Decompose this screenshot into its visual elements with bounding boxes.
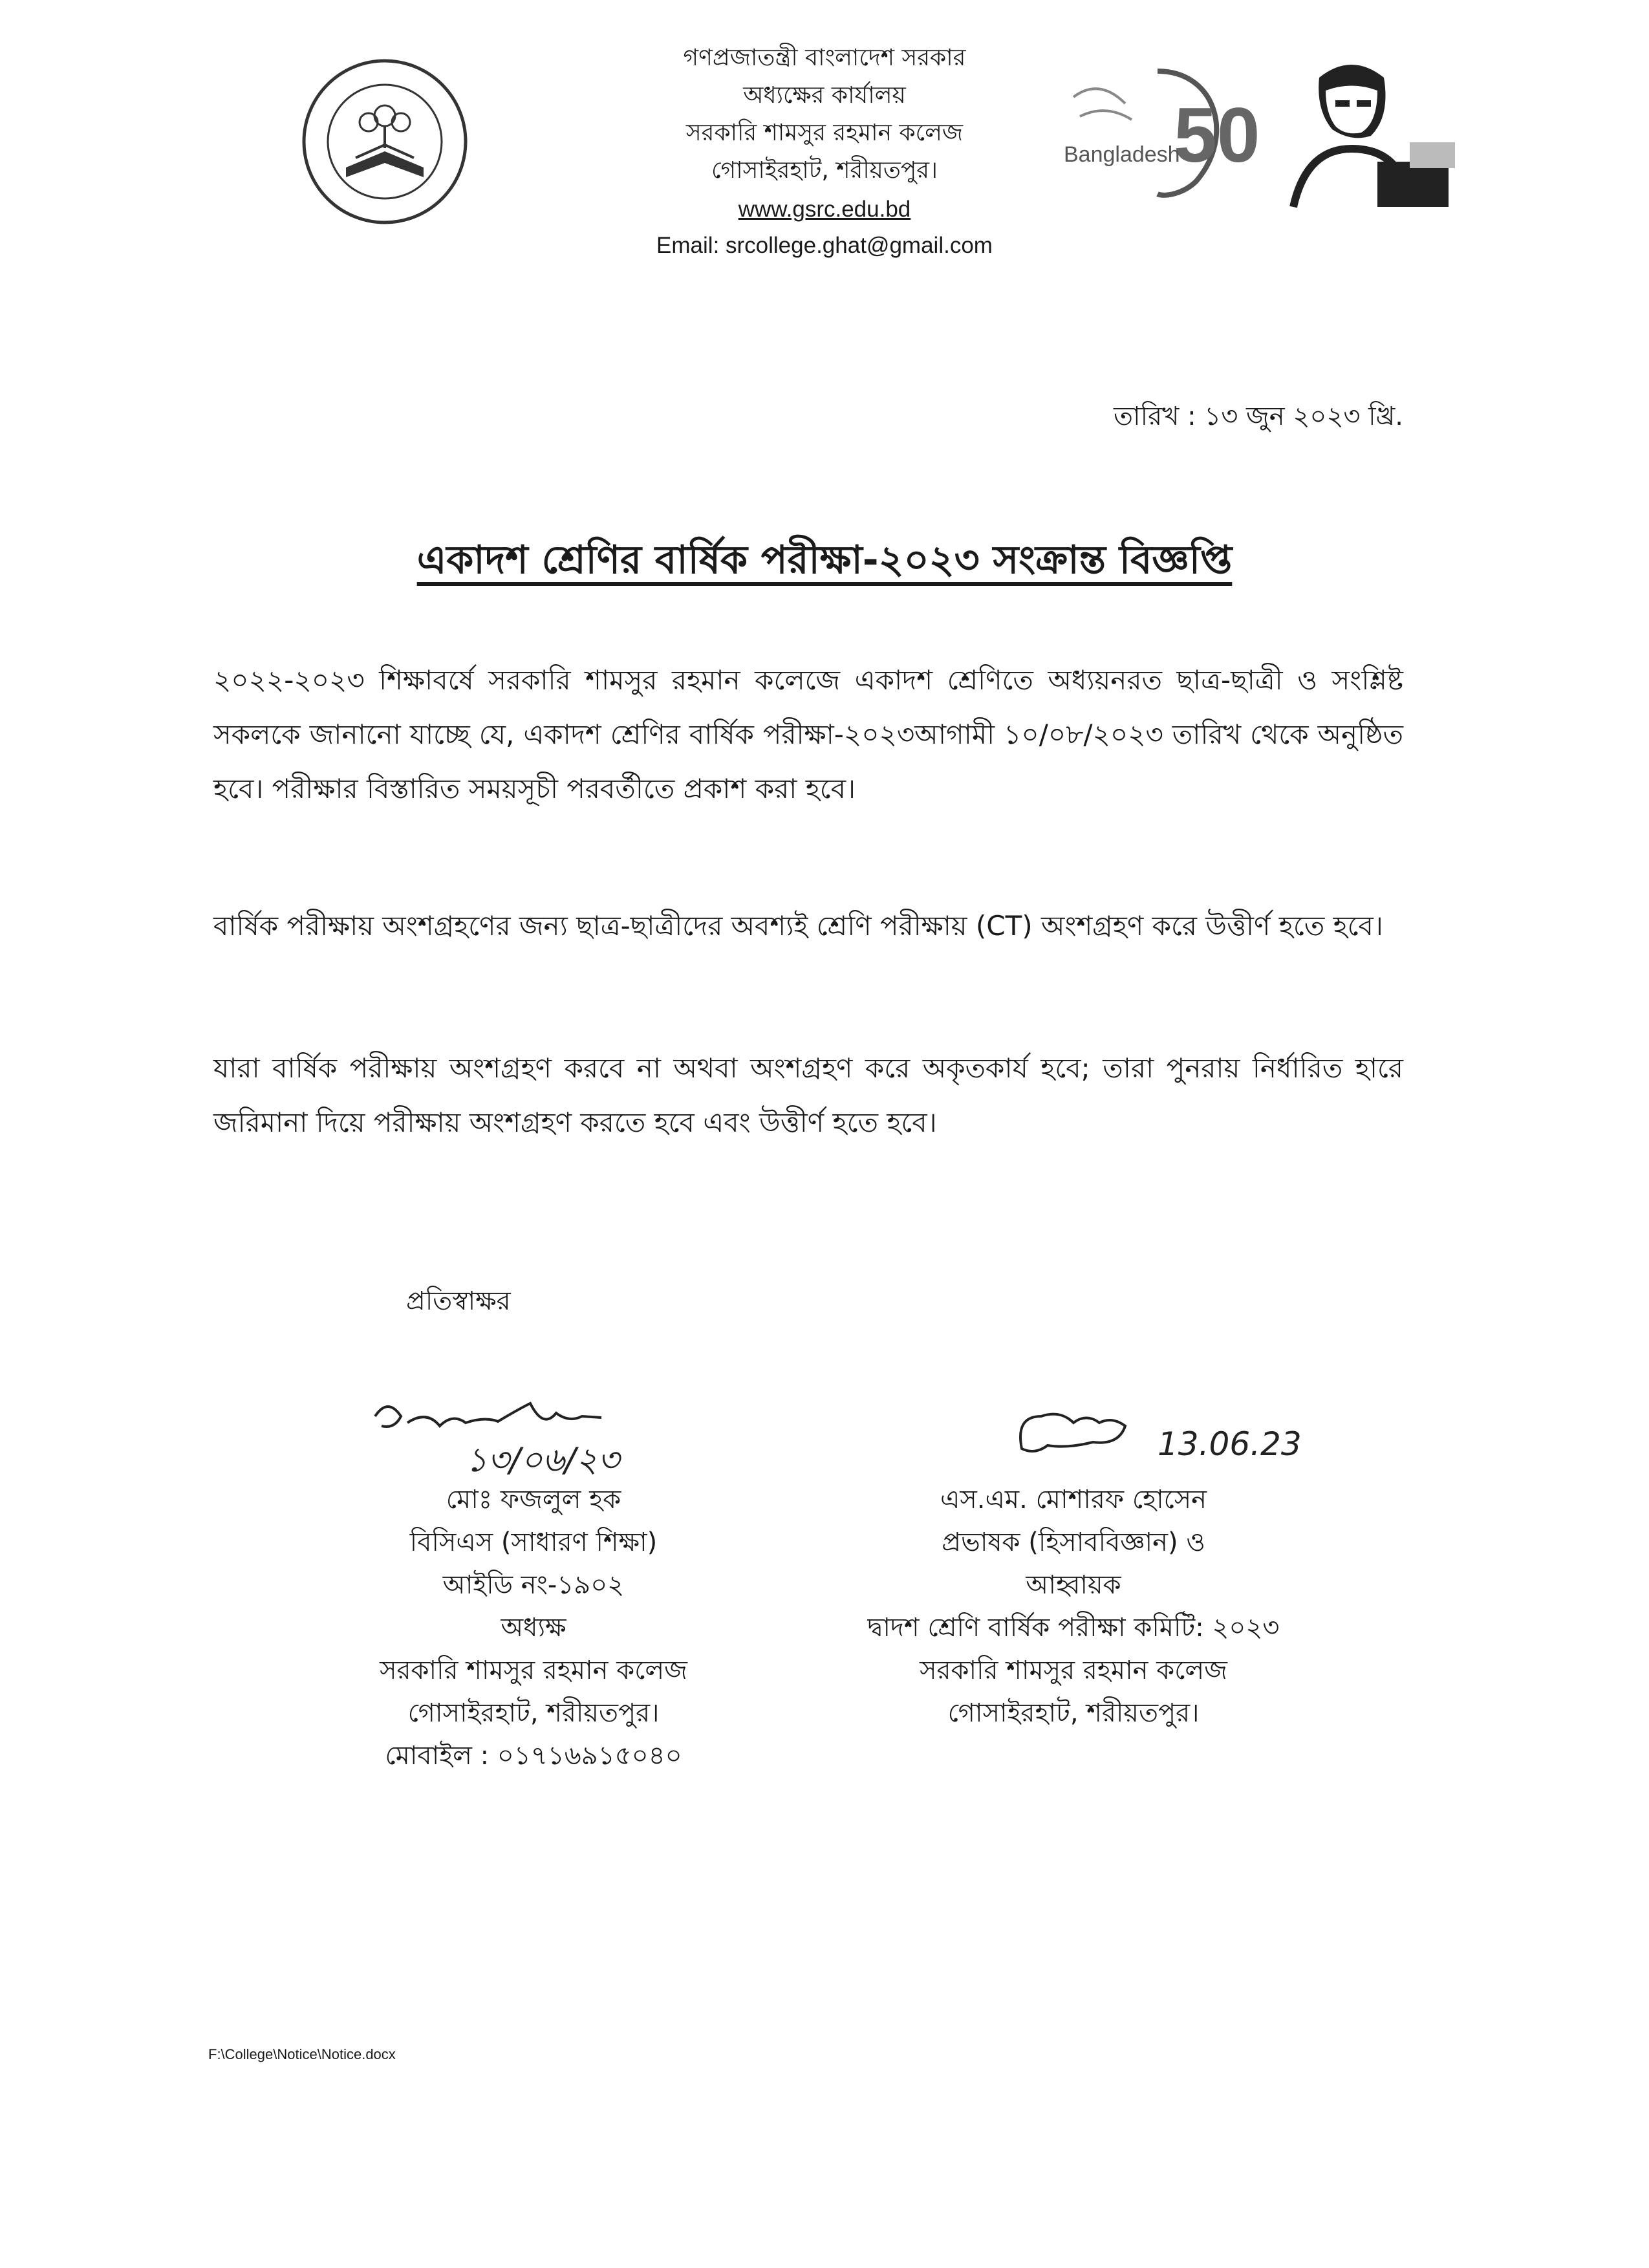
header-line-address: গোসাইরহাট, শরীয়তপুর। bbox=[711, 157, 938, 184]
website-link[interactable]: www.gsrc.edu.bd bbox=[738, 197, 911, 222]
principal-address: গোসাইরহাট, শরীয়তপুর। bbox=[407, 1698, 660, 1728]
convener-role: আহ্বায়ক bbox=[1026, 1570, 1121, 1600]
notice-paragraph-2: বার্ষিক পরীক্ষায় অংশগ্রহণের জন্য ছাত্র-ছাত্রীদের অবশ্যই শ্রেণি পরীক্ষায় (CT) অংশগ্রহণ করে উত্তীর্ণ হতে হবে। bbox=[213, 910, 1383, 942]
countersign-label: প্রতিস্বাক্ষর bbox=[406, 1286, 511, 1316]
convener-name: এস.এম. মোশারফ হোসেন bbox=[940, 1485, 1207, 1515]
anniversary-number: 50 bbox=[1174, 92, 1260, 178]
right-signature-icon bbox=[1009, 1397, 1332, 1481]
notice-paragraph-3: যারা বার্ষিক পরীক্ষায় অংশগ্রহণ করবে না অথবা অংশগ্রহণ করে অকৃতকার্য হবে; তারা পুনরায় নির্ধারিত হারে জরিমানা দিয়ে পরীক্ষায় অংশগ্রহণ করতে হবে এবং উত্তীর্ণ হতে হবে। bbox=[213, 1052, 1403, 1138]
header-line-college: সরকারি শামসুর রহমান কলেজ bbox=[685, 120, 964, 146]
notice-paragraph-1: ২০২২-২০২৩ শিক্ষাবর্ষে সরকারি শামসুর রহমান কলেজে একাদশ শ্রেণিতে অধ্যয়নরত ছাত্র-ছাত্রী ও সংশ্লিষ্ট সকলকে জানানো যাচ্ছে যে, একাদশ শ্রেণির বার্ষিক পরীক্ষা-২০২৩আগামী ১০/০৮/২০২৩ তারিখ থেকে অনুষ্ঠিত হবে। পরীক্ষার বিস্তারিত সময়সূচী পরবর্তীতে প্রকাশ করা হবে। bbox=[213, 664, 1403, 805]
header-line-government: গণপ্রজাতন্ত্রী বাংলাদেশ সরকার bbox=[683, 45, 966, 71]
convener-committee: দ্বাদশ শ্রেণি বার্ষিক পরীক্ষা কমিটি: ২০২৩ bbox=[867, 1613, 1280, 1643]
principal-designation: অধ্যক্ষ bbox=[501, 1613, 566, 1643]
notice-title bbox=[0, 530, 1649, 595]
left-signature-icon bbox=[369, 1390, 679, 1481]
notice-title-text: একাদশ শ্রেণির বার্ষিক পরীক্ষা-২০২৩ সংক্রান্ত বিজ্ঞপ্তি bbox=[416, 537, 1233, 583]
right-signature-date: 13.06.23 bbox=[1158, 1425, 1302, 1463]
header-line-office: অধ্যক্ষের কার্যালয় bbox=[743, 82, 906, 109]
anniversary-text: Bangladesh bbox=[1064, 142, 1180, 167]
principal-name: মোঃ ফজলুল হক bbox=[446, 1485, 621, 1515]
convener-address: গোসাইরহাট, শরীয়তপুর। bbox=[947, 1698, 1200, 1728]
convener-designation: প্রভাষক (হিসাববিজ্ঞান) ও bbox=[942, 1528, 1205, 1557]
convener-signature-block bbox=[808, 1478, 1339, 1734]
file-path-footer: F:\College\Notice\Notice.docx bbox=[208, 2046, 396, 2062]
convener-college: সরকারি শামসুর রহমান কলেজ bbox=[920, 1656, 1227, 1685]
email-line: Email: srcollege.ghat@gmail.com bbox=[656, 233, 993, 258]
principal-mobile: মোবাইল : ০১৭১৬৯১৫০৪০ bbox=[385, 1741, 682, 1771]
principal-id: আইডি নং-১৯০২ bbox=[442, 1570, 625, 1600]
principal-signature-block bbox=[259, 1478, 808, 1777]
principal-cadre: বিসিএস (সাধারণ শিক্ষা) bbox=[409, 1528, 658, 1557]
principal-college: সরকারি শামসুর রহমান কলেজ bbox=[380, 1656, 687, 1685]
left-signature-date: ১৩/০৬/২৩ bbox=[466, 1441, 620, 1480]
notice-date: তারিখ : ১৩ জুন ২০২৩ খ্রি. bbox=[1114, 402, 1403, 431]
